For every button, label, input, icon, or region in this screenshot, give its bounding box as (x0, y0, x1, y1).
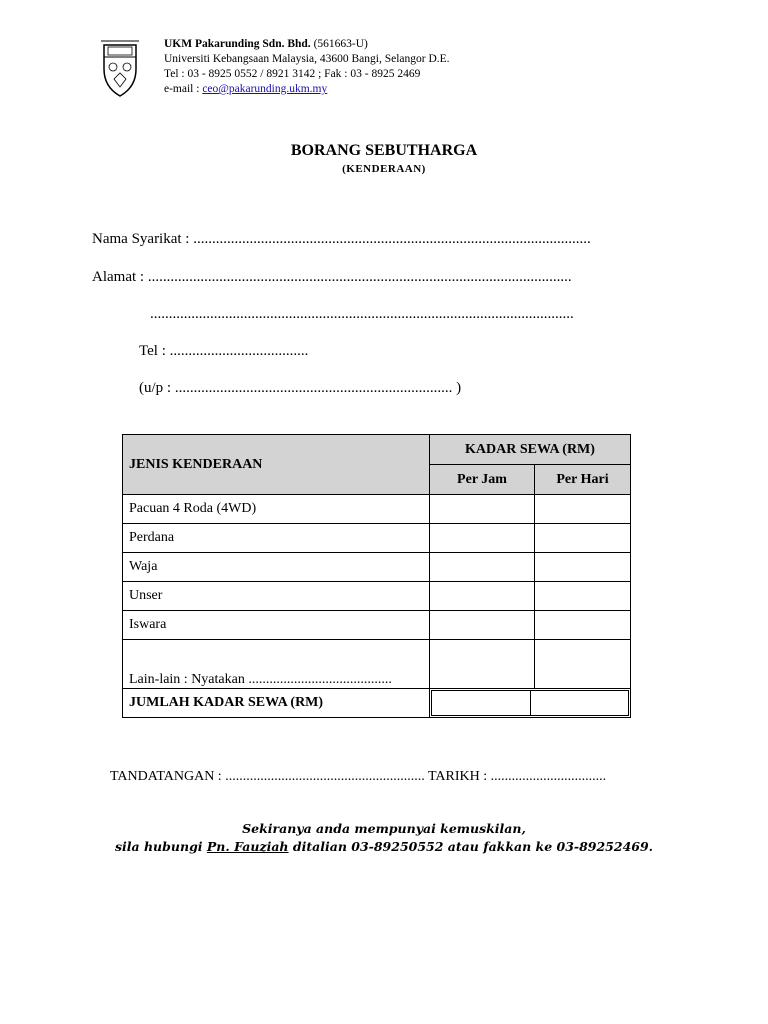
table-row (123, 611, 631, 640)
company-address: Universiti Kebangsaan Malaysia, 43600 Bangi, Selangor D.E. (164, 53, 450, 65)
company-phone-fax: Tel : 03 - 8925 0552 / 8921 3142 ; Fak : 03 - 8925 2469 (164, 68, 421, 80)
total-cells[interactable] (430, 689, 631, 718)
per-hour-cell[interactable] (430, 553, 535, 582)
header-per-hour: Per Jam (430, 465, 535, 495)
vehicle-rate-table (122, 434, 631, 718)
per-hour-cell[interactable] (430, 640, 535, 689)
total-per-hour-cell[interactable] (432, 691, 531, 715)
phone-field[interactable]: Tel : ..................................... (139, 343, 309, 359)
header-vehicle-type: JENIS KENDERAAN (123, 435, 430, 495)
table-row (123, 582, 631, 611)
signature-date-line[interactable]: TANDATANGAN : ......................................................... TARIKH : ................................. (110, 769, 607, 784)
total-label: JUMLAH KADAR SEWA (RM) (123, 689, 430, 718)
address-line2-field[interactable]: ................................................................................................................. (150, 306, 574, 322)
attention-field[interactable]: (u/p : .......................................................................... ) (139, 380, 462, 396)
table-row (123, 495, 631, 524)
vehicle-name: Iswara (123, 611, 430, 640)
vehicle-name: Unser (123, 582, 430, 611)
email-label: e-mail : (164, 83, 203, 95)
email-link[interactable]: ceo@pakarunding.ukm.my (202, 83, 328, 95)
per-day-cell[interactable] (535, 611, 631, 640)
total-per-day-cell[interactable] (531, 691, 629, 715)
contact-person: Pn. Fauziah (206, 839, 289, 854)
header-per-day: Per Hari (535, 465, 631, 495)
per-day-cell[interactable] (535, 495, 631, 524)
per-hour-cell[interactable] (430, 611, 535, 640)
per-hour-cell[interactable] (430, 582, 535, 611)
per-hour-cell[interactable] (430, 524, 535, 553)
per-day-cell[interactable] (535, 582, 631, 611)
form-subtitle: (KENDERAAN) (342, 163, 426, 175)
table-row-total (123, 689, 631, 718)
vehicle-name: Waja (123, 553, 430, 582)
header-rental-rate: KADAR SEWA (RM) (430, 435, 631, 465)
table-row (123, 553, 631, 582)
note-suffix: ditalian 03-89250552 atau fakkan ke 03-89252469. (288, 839, 654, 854)
table-row (123, 524, 631, 553)
company-info (164, 37, 450, 97)
other-vehicle-specify[interactable]: Lain-lain : Nyatakan ......................................... (123, 640, 430, 689)
address-field[interactable]: Alamat : ................................................................................................................. (92, 269, 572, 285)
per-day-cell[interactable] (535, 640, 631, 689)
vehicle-name: Pacuan 4 Roda (4WD) (123, 495, 430, 524)
note-prefix: sila hubungi (114, 839, 207, 854)
contact-note-line1: Sekiranya anda mempunyai kemuskilan, (242, 821, 526, 836)
table-row-other (123, 640, 631, 689)
per-hour-cell[interactable] (430, 495, 535, 524)
per-day-cell[interactable] (535, 524, 631, 553)
vehicle-name: Perdana (123, 524, 430, 553)
form-title: BORANG SEBUTHARGA (290, 142, 478, 159)
registration-number: (561663-U) (313, 38, 368, 50)
ukm-crest-logo (100, 39, 140, 99)
company-name: UKM Pakarunding Sdn. Bhd. (164, 38, 311, 50)
contact-note-line2 (0, 839, 768, 854)
company-name-field[interactable]: Nama Syarikat : .......................................................................................................... (92, 231, 591, 247)
per-day-cell[interactable] (535, 553, 631, 582)
